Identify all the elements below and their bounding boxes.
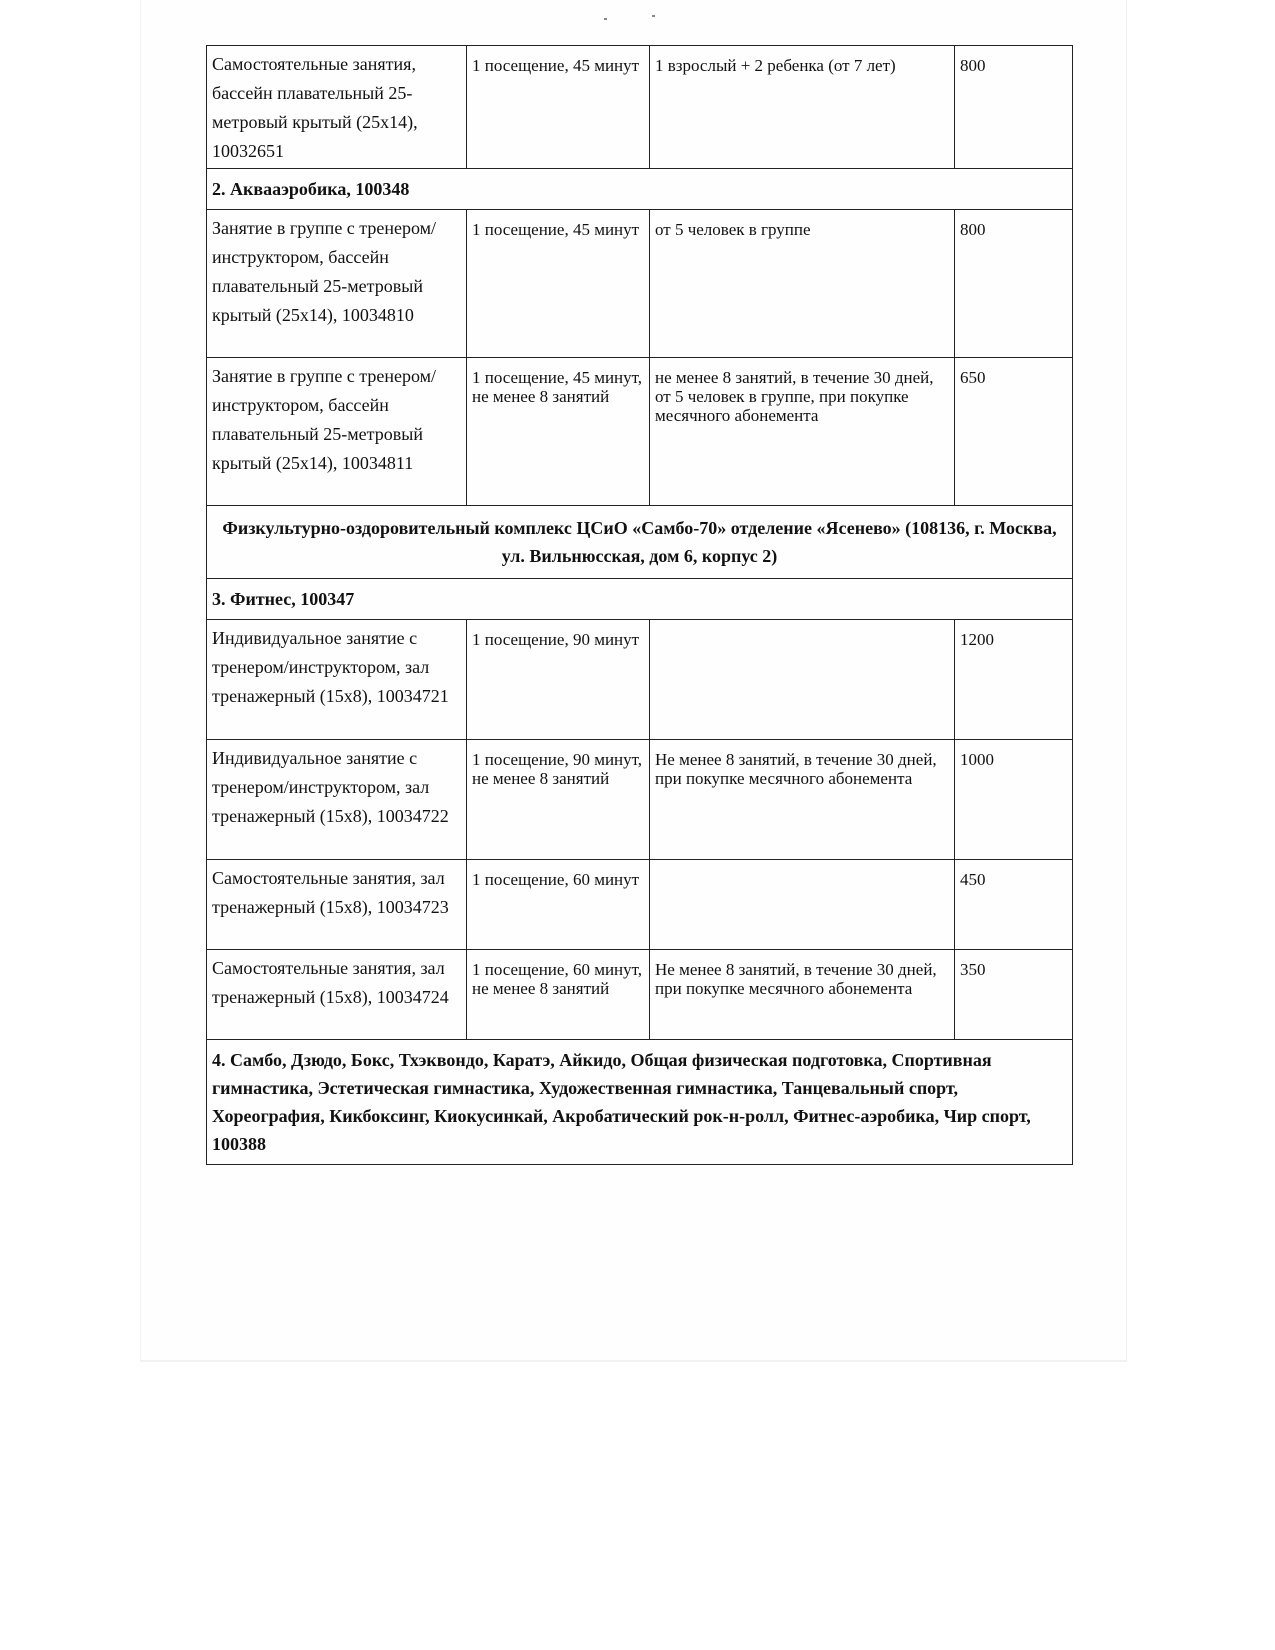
conditions-cell xyxy=(650,620,955,740)
price-cell: 650 xyxy=(955,358,1073,506)
complex-heading: Физкультурно-оздоровительный комплекс ЦСиО «Самбо-70» отделение «Ясенево» (108136, г. Москва, ул. Вильнюсская, дом 6, корпус 2) xyxy=(207,506,1073,579)
page-bottom-edge xyxy=(141,1360,1126,1362)
price-cell: 800 xyxy=(955,210,1073,358)
duration-cell: 1 посещение, 45 минут xyxy=(467,210,650,358)
service-cell: Самостоятельные занятия, зал тренажерный (15х8), 10034724 xyxy=(207,950,467,1040)
price-table xyxy=(206,45,1073,1165)
price-cell: 450 xyxy=(955,860,1073,950)
scan-speck xyxy=(652,15,655,17)
conditions-cell: не менее 8 занятий, в течение 30 дней, от 5 человек в группе, при покупке месячного абонемента xyxy=(650,358,955,506)
section-row xyxy=(207,169,1073,210)
duration-cell: 1 посещение, 90 минут, не менее 8 занятий xyxy=(467,740,650,860)
table-row xyxy=(207,620,1073,740)
price-cell: 1000 xyxy=(955,740,1073,860)
table-row xyxy=(207,46,1073,169)
price-cell: 1200 xyxy=(955,620,1073,740)
duration-cell: 1 посещение, 45 минут, не менее 8 занятий xyxy=(467,358,650,506)
conditions-cell: от 5 человек в группе xyxy=(650,210,955,358)
price-cell: 350 xyxy=(955,950,1073,1040)
service-cell: Самостоятельные занятия, зал тренажерный (15х8), 10034723 xyxy=(207,860,467,950)
duration-cell: 1 посещение, 45 минут xyxy=(467,46,650,169)
complex-heading-row xyxy=(207,506,1073,579)
conditions-cell: Не менее 8 занятий, в течение 30 дней, при покупке месячного абонемента xyxy=(650,740,955,860)
table-row xyxy=(207,950,1073,1040)
duration-cell: 1 посещение, 60 минут, не менее 8 занятий xyxy=(467,950,650,1040)
price-table-wrapper xyxy=(206,45,1072,1165)
service-cell: Самостоятельные занятия, бассейн плавательный 25-метровый крытый (25х14), 10032651 xyxy=(207,46,467,169)
table-row xyxy=(207,210,1073,358)
section-title: 2. Аквааэробика, 100348 xyxy=(207,169,1073,210)
duration-cell: 1 посещение, 90 минут xyxy=(467,620,650,740)
conditions-cell: 1 взрослый + 2 ребенка (от 7 лет) xyxy=(650,46,955,169)
conditions-cell: Не менее 8 занятий, в течение 30 дней, при покупке месячного абонемента xyxy=(650,950,955,1040)
service-cell: Индивидуальное занятие с тренером/инструктором, зал тренажерный (15х8), 10034722 xyxy=(207,740,467,860)
table-row xyxy=(207,740,1073,860)
section-title: 3. Фитнес, 100347 xyxy=(207,579,1073,620)
service-cell: Занятие в группе с тренером/инструктором, бассейн плавательный 25-метровый крытый (25х14), 10034811 xyxy=(207,358,467,506)
table-row xyxy=(207,358,1073,506)
section-title: 4. Самбо, Дзюдо, Бокс, Тхэквондо, Каратэ, Айкидо, Общая физическая подготовка, Спортивная гимнастика, Эстетическая гимнастика, Художественная гимнастика, Танцевальный спорт, Хореография, Кикбоксинг, Киокусинкай, Акробатический рок-н-ролл, Фитнес-аэробика, Чир спорт, 100388 xyxy=(207,1040,1073,1165)
scan-speck xyxy=(604,18,607,20)
conditions-cell xyxy=(650,860,955,950)
table-row xyxy=(207,860,1073,950)
price-cell: 800 xyxy=(955,46,1073,169)
section-row xyxy=(207,579,1073,620)
service-cell: Индивидуальное занятие с тренером/инструктором, зал тренажерный (15х8), 10034721 xyxy=(207,620,467,740)
section-row xyxy=(207,1040,1073,1165)
duration-cell: 1 посещение, 60 минут xyxy=(467,860,650,950)
service-cell: Занятие в группе с тренером/инструктором, бассейн плавательный 25-метровый крытый (25х14), 10034810 xyxy=(207,210,467,358)
